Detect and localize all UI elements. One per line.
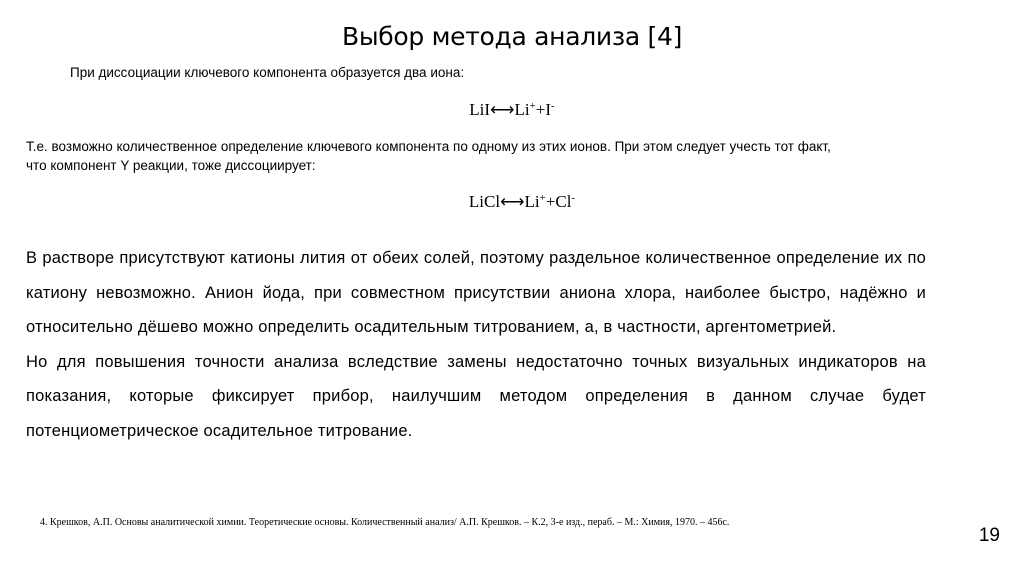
cation-charge: +: [529, 100, 536, 112]
paragraph-2: Но для повышения точности анализа вследствие замены недостаточно точных визуальных индикаторов на показания, которые фиксирует прибор, наилучшим методом определения в данном случае будет потенциометрическое осадительное титрование.: [26, 352, 926, 440]
note-text: [26, 137, 926, 175]
formula-lii: [0, 100, 1024, 120]
anion-charge: -: [571, 192, 576, 204]
intro-text: При диссоциации ключевого компонента образуется два иона:: [70, 65, 465, 80]
formula-licl: [10, 192, 1024, 212]
formula-left: LiCl: [468, 192, 501, 211]
formula-plus: +: [535, 100, 546, 119]
anion-charge: -: [551, 100, 555, 112]
formula-cation: Li: [524, 192, 540, 211]
main-body: [26, 241, 926, 448]
cation-charge: +: [539, 192, 546, 204]
formula-left: LiI: [469, 100, 491, 119]
paragraph-1: В растворе присутствуют катионы лития от обеих солей, поэтому раздельное количественное определение их по катиону невозможно. Анион йода, при совместном присутствии аниона хлора, наиболее быстро, надёжно и относительно дёшево можно определить осадительным титрованием, а, в частности, аргентометрией.: [26, 249, 926, 336]
note-line-2: что компонент Y реакции, тоже диссоциирует:: [26, 158, 316, 173]
page-number: 19: [978, 525, 1000, 546]
formula-anion: I: [545, 100, 552, 119]
equilibrium-arrow-icon: ⟷: [500, 192, 525, 211]
formula-anion: Cl: [555, 192, 572, 211]
formula-cation: Li: [514, 100, 530, 119]
slide-title: Выбор метода анализа [4]: [341, 22, 683, 51]
note-line-1: Т.е. возможно количественное определение ключевого компонента по одному из этих ионов. При этом следует учесть тот факт,: [26, 139, 831, 154]
formula-plus: +: [545, 192, 556, 211]
reference-footnote: 4. Крешков, А.П. Основы аналитической химии. Теоретические основы. Количественный анализ/ А.П. Крешков. – К.2, 3-е изд., пераб. – М.: Химия, 1970. – 456с.: [40, 517, 730, 528]
equilibrium-arrow-icon: ⟷: [490, 100, 515, 119]
